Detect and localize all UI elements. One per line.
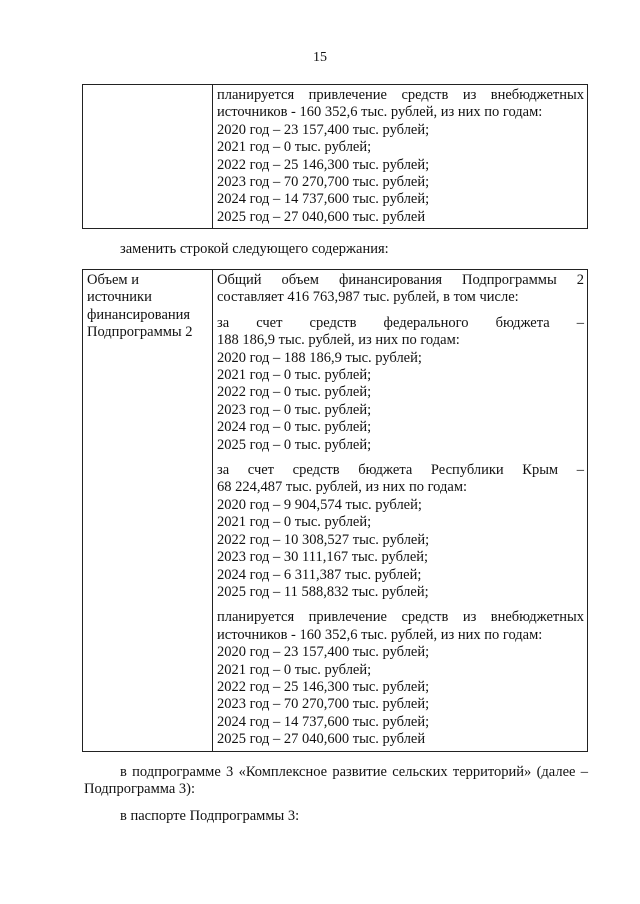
row-label-line: источники bbox=[87, 289, 152, 306]
text-line: 2021 год – 0 тыс. рублей; bbox=[217, 514, 372, 531]
text-line: источников - 160 352,6 тыс. рублей, из них по годам: bbox=[217, 626, 543, 643]
text-line: 2022 год – 0 тыс. рублей; bbox=[217, 384, 372, 401]
row-label-line: финансирования bbox=[87, 306, 191, 323]
text-line: 2023 год – 0 тыс. рублей; bbox=[217, 401, 372, 418]
text-line: за счет средств федерального бюджета – bbox=[217, 314, 584, 331]
text-line: 2023 год – 70 270,700 тыс. рублей; bbox=[217, 696, 430, 713]
funding-details-cell bbox=[213, 270, 588, 752]
row-label-line: Подпрограммы 2 bbox=[87, 324, 193, 341]
offbudget-block bbox=[217, 609, 584, 748]
text-line: 2020 год – 188 186,9 тыс. рублей; bbox=[217, 349, 422, 366]
subprogram3-paragraph: в подпрограмме 3 «Комплексное развитие сельских территорий» (далее – Подпрограмма 3): bbox=[84, 764, 588, 798]
text-line: 2021 год – 0 тыс. рублей; bbox=[217, 367, 372, 384]
text-line: 2024 год – 14 737,600 тыс. рублей; bbox=[217, 191, 430, 208]
text-line: 2025 год – 11 588,832 тыс. рублей; bbox=[217, 583, 429, 600]
text-line: 2024 год – 6 311,387 тыс. рублей; bbox=[217, 566, 422, 583]
text-line: 2021 год – 0 тыс. рублей; bbox=[217, 661, 372, 678]
crimea-budget-block bbox=[217, 462, 584, 601]
text-line: за счет средств бюджета Республики Крым – bbox=[217, 462, 584, 479]
text-line: 2020 год – 23 157,400 тыс. рублей; bbox=[217, 121, 430, 138]
text-line: 2022 год – 25 146,300 тыс. рублей; bbox=[217, 678, 430, 695]
federal-budget-block bbox=[217, 315, 584, 454]
empty-label-cell bbox=[83, 85, 213, 229]
text-line: составляет 416 763,987 тыс. рублей, в том числе: bbox=[217, 289, 519, 306]
text-line: 188 186,9 тыс. рублей, из них по годам: bbox=[217, 332, 460, 349]
text-line: 2025 год – 27 040,600 тыс. рублей bbox=[217, 731, 426, 748]
offbudget-block bbox=[217, 87, 584, 226]
text-line: 2023 год – 70 270,700 тыс. рублей; bbox=[217, 174, 430, 191]
text-line: Общий объем финансирования Подпрограммы 2 bbox=[217, 272, 584, 288]
text-line: 2021 год – 0 тыс. рублей; bbox=[217, 139, 372, 156]
row-label-line: Объем и bbox=[87, 272, 139, 288]
text-line: источников - 160 352,6 тыс. рублей, из них по годам: bbox=[217, 104, 543, 121]
text-line: 2024 год – 0 тыс. рублей; bbox=[217, 419, 372, 436]
row-label-cell bbox=[83, 270, 213, 752]
funding-details-cell bbox=[213, 85, 588, 229]
replace-instruction: заменить строкой следующего содержания: bbox=[120, 241, 389, 257]
text-line: 2025 год – 0 тыс. рублей; bbox=[217, 436, 372, 453]
total-funding-block bbox=[217, 272, 584, 307]
page-number: 15 bbox=[313, 50, 327, 65]
text-line: 2023 год – 30 111,167 тыс. рублей; bbox=[217, 549, 429, 566]
financing-table bbox=[82, 269, 588, 752]
text-line: планируется привлечение средств из внебюджетных bbox=[217, 609, 584, 626]
text-line: планируется привлечение средств из внебюджетных bbox=[217, 87, 584, 103]
text-line: 2024 год – 14 737,600 тыс. рублей; bbox=[217, 713, 430, 730]
text-line: 2022 год – 10 308,527 тыс. рублей; bbox=[217, 531, 430, 548]
text-line: 2020 год – 23 157,400 тыс. рублей; bbox=[217, 644, 430, 661]
financing-table-continued bbox=[82, 84, 588, 229]
text-line: 2025 год – 27 040,600 тыс. рублей bbox=[217, 208, 426, 225]
text-line: 2022 год – 25 146,300 тыс. рублей; bbox=[217, 156, 430, 173]
passport-paragraph: в паспорте Подпрограммы 3: bbox=[120, 808, 300, 824]
text-line: 68 224,487 тыс. рублей, из них по годам: bbox=[217, 479, 468, 496]
text-line: 2020 год – 9 904,574 тыс. рублей; bbox=[217, 496, 422, 513]
